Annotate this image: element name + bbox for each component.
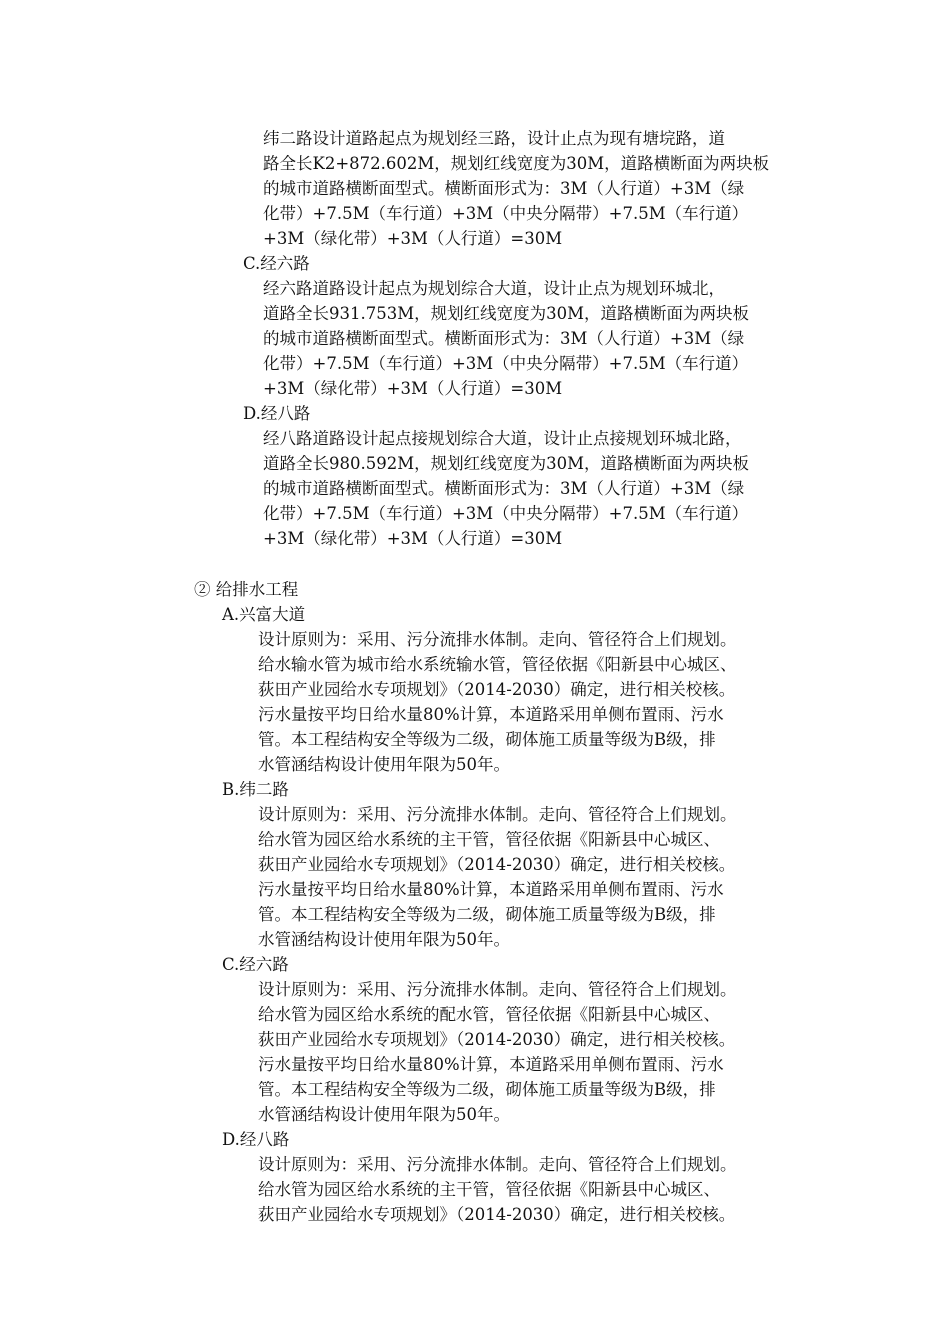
water-d-heading: D.经八路 [222,1130,290,1149]
water-d-line-3: 荻田产业园给水专项规划》（2014-2030）确定，进行相关校核。 [258,1205,736,1224]
water-a-line-1: 设计原则为：采用、污分流排水体制。走向、管径符合上们规划。 [258,630,737,649]
water-a-line-4: 污水量按平均日给水量80%计算，本道路采用单侧布置雨、污水 [258,705,724,724]
water-d-line-2: 给水管为园区给水系统的主干管，管径依据《阳新县中心城区、 [258,1180,720,1199]
water-section-heading: ② 给排水工程 [194,580,299,599]
water-a-line-3: 荻田产业园给水专项规划》（2014-2030）确定，进行相关校核。 [258,680,736,699]
road-d-line-3: 的城市道路横断面型式。横断面形式为：3M（人行道）+3M（绿 [263,479,745,498]
road-intro-line-2: 路全长K2+872.602M，规划红线宽度为30M，道路横断面为两块板 [263,154,770,173]
road-d-line-2: 道路全长980.592M，规划红线宽度为30M，道路横断面为两块板 [263,454,750,473]
water-c-line-2: 给水管为园区给水系统的配水管，管径依据《阳新县中心城区、 [258,1005,720,1024]
water-b-line-1: 设计原则为：采用、污分流排水体制。走向、管径符合上们规划。 [258,805,737,824]
road-c-heading: C.经六路 [243,254,310,273]
road-d-line-1: 经八路道路设计起点接规划综合大道，设计止点接规划环城北路， [263,429,742,448]
road-c-line-5: +3M（绿化带）+3M（人行道）=30M [263,379,563,398]
water-c-line-4: 污水量按平均日给水量80%计算，本道路采用单侧布置雨、污水 [258,1055,724,1074]
road-intro-line-3: 的城市道路横断面型式。横断面形式为：3M（人行道）+3M（绿 [263,179,745,198]
water-a-heading: A.兴富大道 [222,605,306,624]
road-intro-line-5: +3M（绿化带）+3M（人行道）=30M [263,229,563,248]
water-c-heading: C.经六路 [222,955,289,974]
road-intro-line-4: 化带）+7.5M（车行道）+3M（中央分隔带）+7.5M（车行道） [263,204,749,223]
road-c-line-1: 经六路道路设计起点为规划综合大道，设计止点为规划环城北， [263,279,725,298]
water-b-line-5: 管。本工程结构安全等级为二级，砌体施工质量等级为B级，排 [258,905,716,924]
road-d-heading: D.经八路 [243,404,311,423]
road-d-line-5: +3M（绿化带）+3M（人行道）=30M [263,529,563,548]
water-c-line-3: 荻田产业园给水专项规划》（2014-2030）确定，进行相关校核。 [258,1030,736,1049]
water-a-line-2: 给水输水管为城市给水系统输水管，管径依据《阳新县中心城区、 [258,655,737,674]
water-b-line-4: 污水量按平均日给水量80%计算，本道路采用单侧布置雨、污水 [258,880,724,899]
road-c-line-4: 化带）+7.5M（车行道）+3M（中央分隔带）+7.5M（车行道） [263,354,749,373]
water-c-line-5: 管。本工程结构安全等级为二级，砌体施工质量等级为B级，排 [258,1080,716,1099]
water-b-line-6: 水管涵结构设计使用年限为50年。 [258,930,510,949]
road-d-line-4: 化带）+7.5M（车行道）+3M（中央分隔带）+7.5M（车行道） [263,504,749,523]
water-b-line-2: 给水管为园区给水系统的主干管，管径依据《阳新县中心城区、 [258,830,720,849]
water-d-line-1: 设计原则为：采用、污分流排水体制。走向、管径符合上们规划。 [258,1155,737,1174]
water-c-line-1: 设计原则为：采用、污分流排水体制。走向、管径符合上们规划。 [258,980,737,999]
water-c-line-6: 水管涵结构设计使用年限为50年。 [258,1105,510,1124]
road-c-line-2: 道路全长931.753M，规划红线宽度为30M，道路横断面为两块板 [263,304,750,323]
water-a-line-5: 管。本工程结构安全等级为二级，砌体施工质量等级为B级，排 [258,730,716,749]
road-c-line-3: 的城市道路横断面型式。横断面形式为：3M（人行道）+3M（绿 [263,329,745,348]
water-b-line-3: 荻田产业园给水专项规划》（2014-2030）确定，进行相关校核。 [258,855,736,874]
road-intro-line-1: 纬二路设计道路起点为规划经三路，设计止点为现有塘垸路，道 [263,129,725,148]
water-b-heading: B.纬二路 [222,780,289,799]
water-a-line-6: 水管涵结构设计使用年限为50年。 [258,755,510,774]
